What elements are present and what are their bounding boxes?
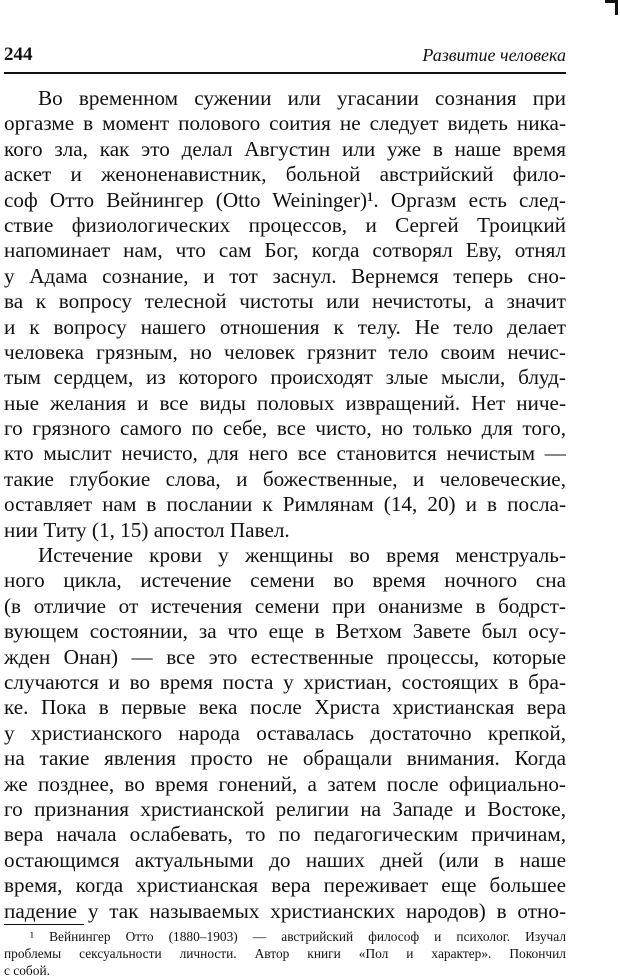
text-line: аскет и женоненавистник, больной австрийский фило- bbox=[4, 162, 566, 187]
footnote-rule bbox=[4, 924, 84, 925]
text-line: Истечение крови у женщины во время менструаль- bbox=[38, 543, 566, 568]
text-line: Во временном сужении или угасании сознания при bbox=[38, 86, 566, 110]
text-line: у христианского народа оставалась достаточно крепкой, bbox=[4, 720, 566, 745]
page-number: 244 bbox=[4, 44, 33, 65]
text-line: ствие физиологических процессов, и Сергей Троицкий bbox=[4, 212, 566, 237]
body-text bbox=[4, 86, 566, 924]
footnote bbox=[4, 928, 566, 979]
running-header bbox=[4, 44, 566, 70]
text-line: падение у так называемых христианских народов) в отно- bbox=[4, 898, 566, 923]
text-line: человека грязным, но человек грязнит тело своим нечис- bbox=[4, 339, 566, 364]
text-line: го признания христианской религии на Западе и Востоке, bbox=[4, 796, 566, 821]
running-title: Развитие человека bbox=[422, 45, 566, 65]
text-line: ного цикла, истечение семени во время ночного сна bbox=[4, 568, 566, 593]
footnote-line: ¹ Вейнингер Отто (1880–1903) — австрийский философ и психолог. Изучал bbox=[30, 929, 566, 944]
footnote-line: проблемы сексуальности личности. Автор книги «Пол и характер». Покончил bbox=[4, 946, 566, 961]
text-line: вера начала ослабевать, то по педагогическим причинам, bbox=[4, 822, 566, 847]
text-line: же позднее, во время гонений, а затем после официально- bbox=[4, 771, 566, 796]
text-line: такие глубокие слова, и божественные, и человеческие, bbox=[4, 466, 566, 491]
text-line: кого зла, как это делал Августин или уже в наше время bbox=[4, 136, 566, 161]
text-line: ва к вопросу телесной чистоты или нечистоты, а значит bbox=[4, 289, 566, 314]
corner-mark bbox=[605, 0, 618, 15]
text-line: вующем состоянии, за что еще в Ветхом Завете был осу- bbox=[4, 619, 566, 644]
text-line: нии Титу (1, 15) апостол Павел. bbox=[4, 517, 290, 542]
text-line: го грязного самого по себе, все чисто, но только для того, bbox=[4, 416, 566, 441]
text-line: ные желания и все виды половых извращений. Нет ниче- bbox=[4, 390, 566, 415]
text-line: время, когда христианская вера переживает еще большее bbox=[4, 873, 566, 898]
text-line: (в отличие от истечения семени при онанизме в бодрст- bbox=[4, 593, 566, 618]
text-line: соф Отто Вейнингер (Otto Weininger)¹. Оргазм есть след- bbox=[4, 187, 566, 212]
text-line: оргазме в момент полового соития не следует видеть ника- bbox=[4, 111, 566, 136]
text-line: остающимся актуальными до наших дней (или в наше bbox=[4, 847, 566, 872]
header-rule bbox=[4, 72, 566, 74]
text-line: случаются и во время поста у христиан, состоящих в бра- bbox=[4, 669, 566, 694]
footnote-line: с собой. bbox=[4, 963, 50, 978]
text-line: у Адама сознание, и тот заснул. Вернемся теперь сно- bbox=[4, 263, 566, 288]
text-line: на такие явления просто не обращали внимания. Когда bbox=[4, 746, 566, 771]
text-line: ке. Пока в первые века после Христа христианская вера bbox=[4, 695, 566, 720]
text-line: жден Онан) — все это естественные процессы, которые bbox=[4, 644, 566, 669]
text-line: оставляет нам в послании к Римлянам (14, 20) и в посла- bbox=[4, 492, 566, 517]
text-line: кто мыслит нечисто, для него все становится нечистым — bbox=[4, 441, 566, 466]
text-line: тым сердцем, из которого происходят злые мысли, блуд- bbox=[4, 365, 566, 390]
text-line: и к вопросу нашего отношения к телу. Не тело делает bbox=[4, 314, 566, 339]
text-line: напоминает нам, что сам Бог, когда сотворял Еву, отнял bbox=[4, 238, 566, 263]
